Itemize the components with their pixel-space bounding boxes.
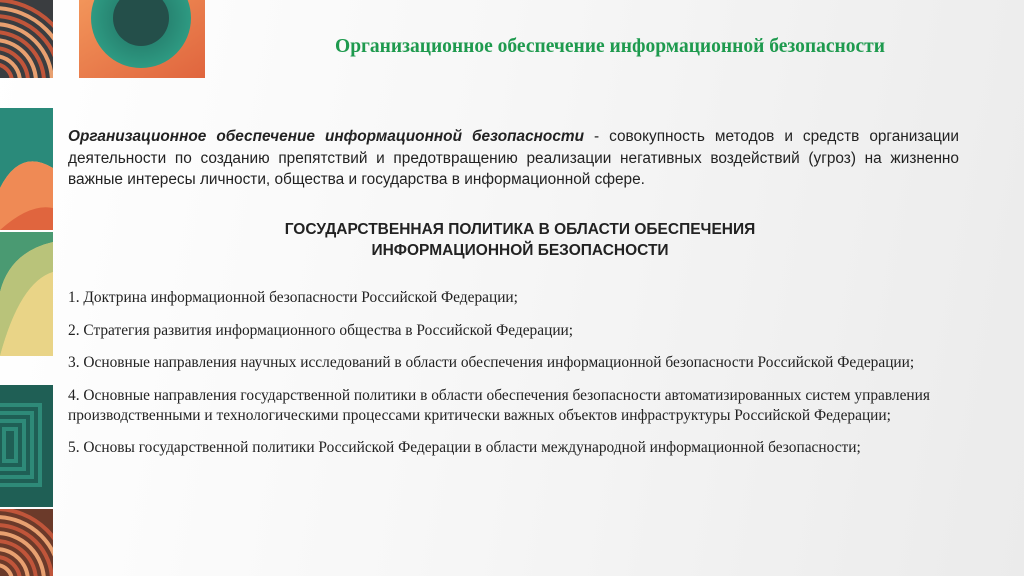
decor-orange-circle-tile xyxy=(79,0,205,78)
list-item: 5. Основы государственной политики Российской Федерации в области международной информационной безопасности; xyxy=(68,439,861,456)
section-heading: ГОСУДАРСТВЕННАЯ ПОЛИТИКА В ОБЛАСТИ ОБЕСПЕЧЕНИЯ ИНФОРМАЦИОННОЙ БЕЗОПАСНОСТИ xyxy=(284,221,756,259)
list-item: 1. Доктрина информационной безопасности Российской Федерации; xyxy=(68,289,518,306)
document-list xyxy=(68,288,983,471)
slide-title: Организационное обеспечение информационной безопасности xyxy=(335,36,885,57)
decor-teal-orange-tile xyxy=(0,108,53,230)
decor-arcs-bottom-left xyxy=(0,509,53,576)
decor-leaf-tile xyxy=(0,232,53,356)
list-item: 4. Основные направления государственной политики в области обеспечения безопасности автоматизированных систем управления производственными и технологическими процессами критически важных объектов инфраструктуры Российской Федерации; xyxy=(68,386,930,424)
definition-text: - совокупность методов и средств организации деятельности по созданию препятствий и предотвращению реализации негативных воздействий (угроз) на жизненно важные интересы личности, общества и государства в информационной сфере. xyxy=(68,128,959,188)
decor-arcs-top-left xyxy=(0,0,53,78)
definition-term: Организационное обеспечение информационной безопасности xyxy=(68,128,584,145)
list-item: 3. Основные направления научных исследований в области обеспечения информационной безопасности Российской Федерации; xyxy=(68,354,915,371)
list-item: 2. Стратегия развития информационного общества в Российской Федерации; xyxy=(68,321,574,339)
definition-paragraph xyxy=(68,126,959,191)
decor-square-maze-tile xyxy=(0,385,53,507)
